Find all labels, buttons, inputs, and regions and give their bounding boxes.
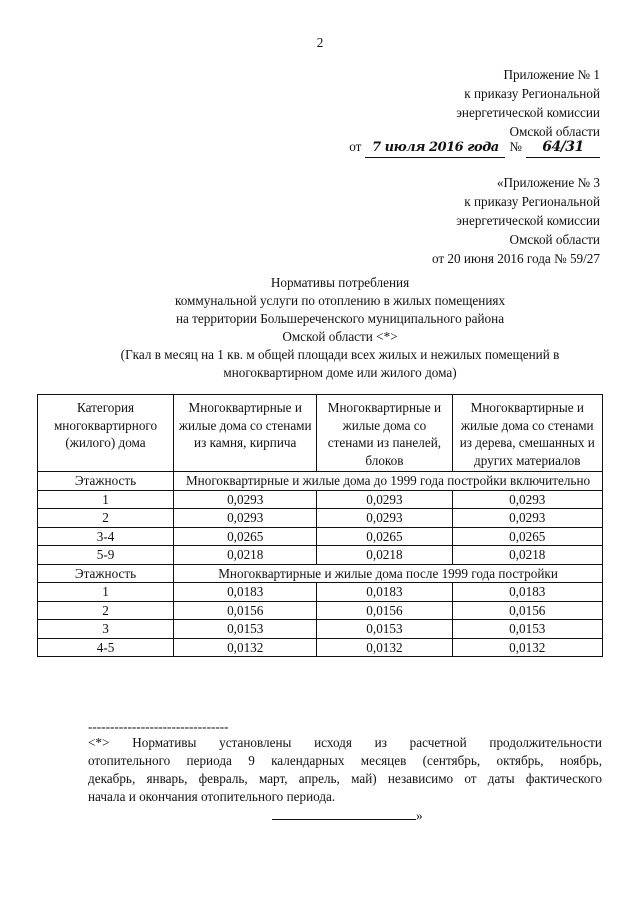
value-cell: 0,0293 [174, 509, 317, 528]
table-row [38, 583, 603, 602]
title-line: Нормативы потребления [270, 275, 410, 290]
appendix-3-line: от 20 июня 2016 года № 59/27 [431, 251, 600, 266]
floors-cell: 1 [38, 490, 174, 509]
floors-cell: 1 [38, 583, 174, 602]
table-row [38, 620, 603, 639]
appendix-3-line: Омской области [509, 232, 600, 247]
title-line: на территории Большереченского муниципального района [175, 311, 505, 326]
value-cell: 0,0183 [317, 583, 452, 602]
table-header-row [38, 395, 603, 472]
appendix-3-line: к приказу Региональной [464, 194, 600, 209]
value-cell: 0,0183 [174, 583, 317, 602]
table-row [38, 601, 603, 620]
header-category: Категория многоквартирного (жилого) дома [38, 395, 174, 472]
document-title [70, 274, 610, 346]
appendix-3-line: «Приложение № 3 [496, 175, 600, 190]
value-cell: 0,0293 [174, 490, 317, 509]
value-cell: 0,0153 [452, 620, 602, 639]
value-cell: 0,0293 [452, 490, 602, 509]
value-cell: 0,0132 [317, 638, 452, 657]
value-cell: 0,0265 [174, 527, 317, 546]
closing-quote: » [416, 808, 423, 823]
section-title: Многоквартирные и жилые дома до 1999 года постройки включительно [174, 472, 603, 491]
value-cell: 0,0153 [174, 620, 317, 639]
units-line: многоквартирном доме или жилого дома) [223, 365, 457, 380]
section-header-row [38, 472, 603, 491]
table-row [38, 490, 603, 509]
section-label: Этажность [38, 564, 174, 583]
handwritten-number: 64/31 [526, 139, 600, 158]
order-date-number-line [349, 138, 600, 158]
appendix-1-header [456, 66, 600, 142]
units-line: (Гкал в месяц на 1 кв. м общей площади всех жилых и нежилых помещений в [120, 347, 560, 362]
value-cell: 0,0218 [317, 546, 452, 565]
appendix-1-line: Приложение № 1 [503, 67, 600, 82]
appendix-1-line: к приказу Региональной [464, 86, 600, 101]
value-cell: 0,0156 [317, 601, 452, 620]
section-label: Этажность [38, 472, 174, 491]
value-cell: 0,0156 [452, 601, 602, 620]
handwritten-date: 7 июля 2016 года [365, 139, 505, 158]
section-title: Многоквартирные и жилые дома после 1999 года постройки [174, 564, 603, 583]
header-stone-brick: Многоквартирные и жилые дома со стенами из камня, кирпича [174, 395, 317, 472]
floors-cell: 3 [38, 620, 174, 639]
norms-table [37, 394, 603, 657]
number-label: № [509, 139, 522, 154]
footnote-line: <*> Нормативы установлены исходя из расчетной продолжительности [88, 735, 602, 750]
value-cell: 0,0293 [317, 490, 452, 509]
value-cell: 0,0293 [317, 509, 452, 528]
value-cell: 0,0218 [174, 546, 317, 565]
value-cell: 0,0218 [452, 546, 602, 565]
units-note [70, 346, 610, 382]
appendix-3-line: энергетической комиссии [456, 213, 600, 228]
value-cell: 0,0132 [452, 638, 602, 657]
value-cell: 0,0153 [317, 620, 452, 639]
floors-cell: 2 [38, 509, 174, 528]
title-line: коммунальной услуги по отоплению в жилых помещениях [174, 293, 506, 308]
value-cell: 0,0265 [317, 527, 452, 546]
value-cell: 0,0156 [174, 601, 317, 620]
footnote-separator: -------------------------------- [88, 719, 229, 734]
footnote [88, 734, 602, 806]
footnote-line: начала и окончания отопительного периода. [88, 789, 336, 804]
footnote-line: декабрь, январь, февраль, март, апрель, май) независимо от даты фактического [88, 771, 602, 786]
header-panels-blocks: Многоквартирные и жилые дома со стенами из панелей, блоков [317, 395, 452, 472]
floors-cell: 3-4 [38, 527, 174, 546]
floors-cell: 4-5 [38, 638, 174, 657]
table-row [38, 638, 603, 657]
header-wood-mixed: Многоквартирные и жилые дома со стенами из дерева, смешанных и других материалов [452, 395, 602, 472]
table-row [38, 546, 603, 565]
floors-cell: 2 [38, 601, 174, 620]
closing-mark [272, 807, 423, 825]
floors-cell: 5-9 [38, 546, 174, 565]
value-cell: 0,0132 [174, 638, 317, 657]
appendix-3-header [432, 174, 600, 269]
table-row [38, 509, 603, 528]
closing-rule [272, 807, 416, 820]
from-label: от [349, 139, 362, 154]
value-cell: 0,0293 [452, 509, 602, 528]
value-cell: 0,0183 [452, 583, 602, 602]
value-cell: 0,0265 [452, 527, 602, 546]
section-header-row [38, 564, 603, 583]
page-number: 2 [316, 35, 324, 50]
title-line: Омской области <*> [282, 329, 398, 344]
appendix-1-line: энергетической комиссии [456, 105, 600, 120]
footnote-line: отопительного периода 9 календарных месяцев (сентябрь, октябрь, ноябрь, [88, 753, 602, 768]
table-row [38, 527, 603, 546]
appendix-1-line: Омской области [509, 124, 600, 139]
